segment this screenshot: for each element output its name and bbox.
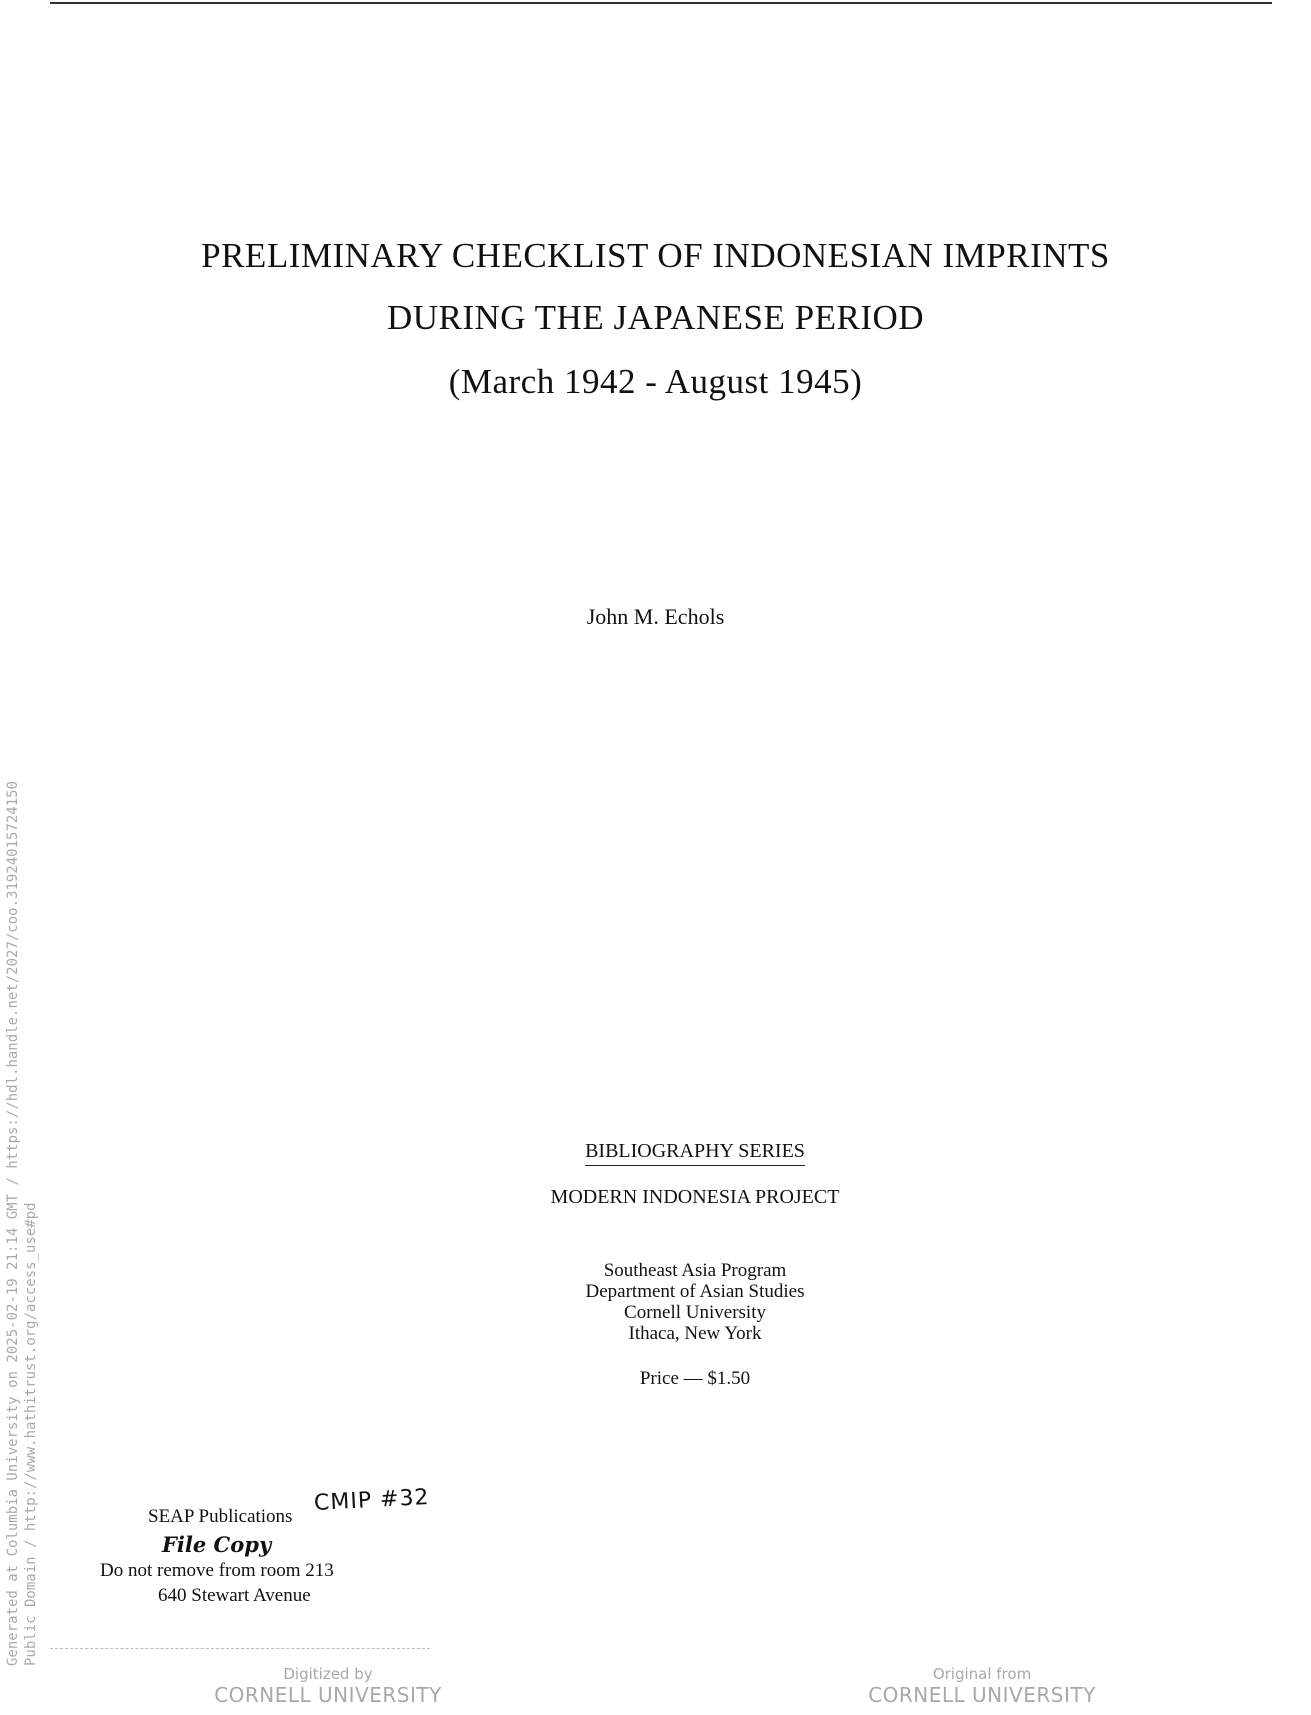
stamp-room-notice: Do not remove from room 213	[100, 1560, 334, 1581]
footer-digitized-label: Digitized by	[283, 1665, 373, 1683]
publisher-address	[500, 1260, 890, 1344]
bottom-rule	[50, 1648, 430, 1649]
top-rule	[50, 2, 1272, 4]
publisher-city: Ithaca, New York	[628, 1323, 762, 1344]
title-line-2: DURING THE JAPANESE PERIOD	[386, 298, 925, 337]
handwritten-annotation: CMIP #32	[313, 1484, 431, 1517]
project-title: MODERN INDONESIA PROJECT	[550, 1186, 840, 1208]
publisher-program: Southeast Asia Program	[603, 1260, 787, 1281]
watermark-line-1: Generated at Columbia University on 2025-02-19 21:14 GMT / https://hdl.handle.net/2027/coo.31924015724150	[5, 780, 21, 1666]
stamp-seap-publications: SEAP Publications	[148, 1506, 293, 1527]
series-block	[500, 1140, 890, 1209]
watermark-line-2: Public Domain / http://www.hathitrust.org/access_use#pd	[23, 1202, 39, 1666]
series-title: BIBLIOGRAPHY SERIES	[585, 1140, 805, 1166]
stamp-address: 640 Stewart Avenue	[158, 1585, 311, 1606]
stamp-file-copy: File Copy	[162, 1532, 272, 1557]
side-watermark	[4, 666, 40, 1666]
footer-digitized-institution: CORNELL UNIVERSITY	[214, 1683, 442, 1707]
title-line-1: PRELIMINARY CHECKLIST OF INDONESIAN IMPRINTS	[201, 236, 1110, 275]
price: Price — $1.50	[639, 1368, 751, 1389]
footer-original-institution: CORNELL UNIVERSITY	[868, 1683, 1096, 1707]
title-date-range: (March 1942 - August 1945)	[448, 362, 863, 401]
author-name: John M. Echols	[586, 604, 725, 629]
footer-original-from	[852, 1665, 1112, 1707]
publisher-department: Department of Asian Studies	[585, 1281, 805, 1302]
publisher-university: Cornell University	[624, 1302, 766, 1323]
footer-digitized-by	[198, 1665, 458, 1707]
footer-original-label: Original from	[932, 1665, 1032, 1683]
